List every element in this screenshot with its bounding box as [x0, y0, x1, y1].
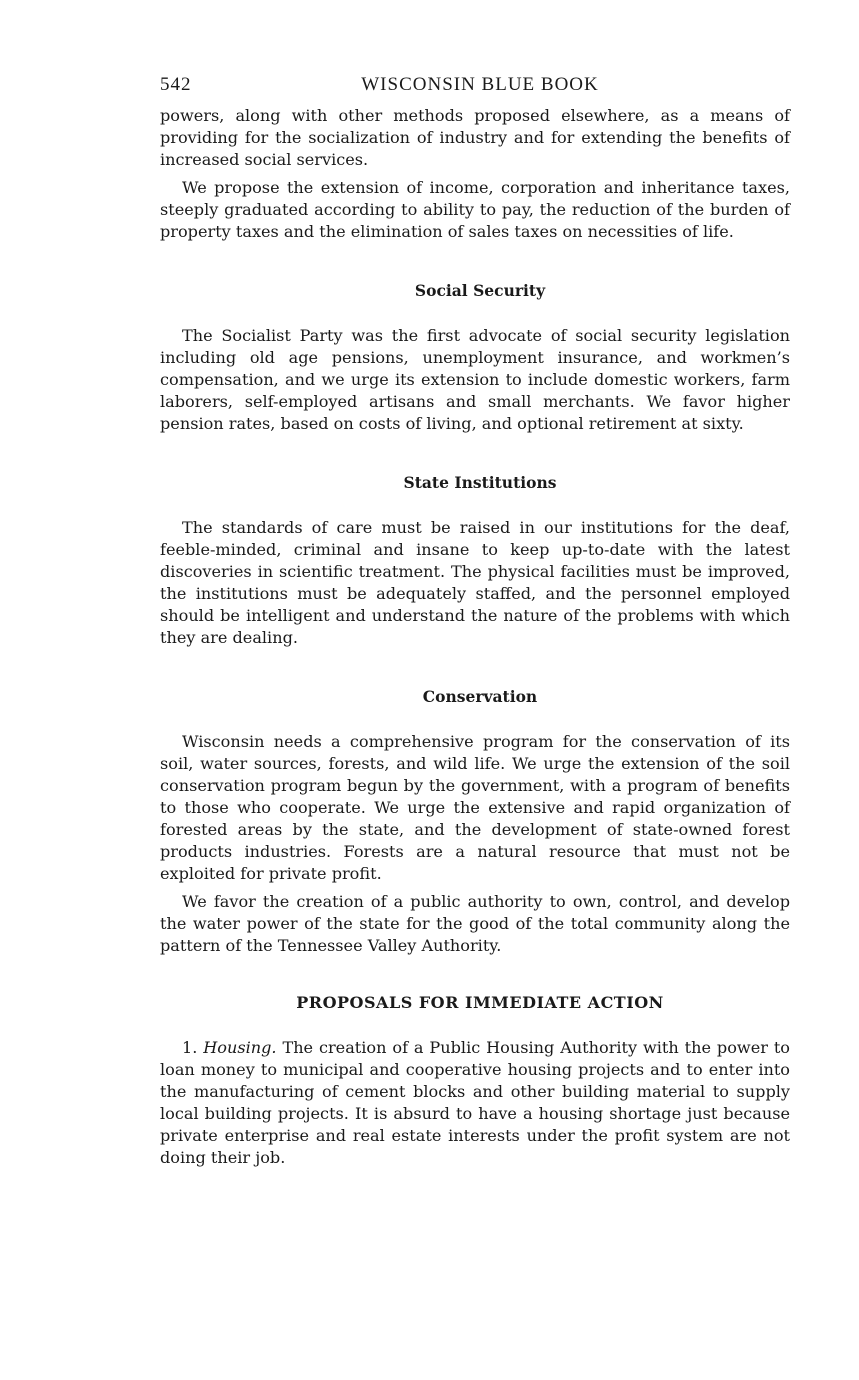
paragraph-conservation: Wisconsin needs a comprehensive program for the conservation of its soil, water sources, forests, and wild life. We urge the extension of the soil conservation program begun by the government, with a program of benefits to those who cooperate. We urge the extensive and rapid organization of forested areas by the state, and the development of state-owned forest products industries. Forests are a natural resource that must not be exploited for private profit.: [160, 732, 790, 883]
paragraph-state-institutions: The standards of care must be raised in our institutions for the deaf, feeble-minded, criminal and insane to keep up-to-date with the latest discoveries in scientific treatment. The physical facilities must be improved, the institutions must be adequately staffed, and the personnel employed should be intelligent and understand the nature of the problems with which they are dealing.: [160, 518, 790, 647]
paragraph-continued: powers, along with other methods proposed elsewhere, as a means of providing for the socialization of industry and for extending the benefits of increased social services.: [160, 106, 790, 169]
running-header: [160, 74, 790, 104]
paragraph-housing: [160, 1037, 790, 1169]
paragraph-social-security: The Socialist Party was the first advocate of social security legislation including old age pensions, unemployment insurance, and workmen’s compensation, and we urge its extension to include domestic workers, farm laborers, self-employed artisans and small merchants. We favor higher pension rates, based on costs of living, and optional retirement at sixty.: [160, 326, 790, 433]
paragraph-taxes: We propose the extension of income, corporation and inheritance taxes, steeply graduated according to ability to pay, the reduction of the burden of property taxes and the elimination of sales taxes on necessities of life.: [160, 178, 790, 241]
section-heading-state-institutions: State Institutions: [403, 473, 557, 492]
section-heading-conservation: Conservation: [422, 687, 538, 706]
page-number: 542: [160, 74, 192, 95]
book-title: WISCONSIN BLUE BOOK: [361, 74, 599, 95]
item-title-housing: Housing.: [203, 1038, 277, 1057]
item-text-housing: The creation of a Public Housing Authority with the power to loan money to municipal and cooperative housing projects and to enter into the manufacturing of cement blocks and other building material to supply local building projects. It is absurd to have a housing shortage just because private enterprise and real estate interests under the profit system are not doing their job.: [160, 1038, 790, 1167]
paragraph-water-power: We favor the creation of a public authority to own, control, and develop the water power of the state for the good of the total community along the pattern of the Tennessee Valley Authority.: [160, 892, 790, 955]
section-heading-proposals: PROPOSALS FOR IMMEDIATE ACTION: [296, 993, 664, 1012]
document-page: [160, 74, 790, 1169]
section-heading-social-security: Social Security: [414, 281, 546, 300]
item-number: 1.: [182, 1038, 198, 1057]
